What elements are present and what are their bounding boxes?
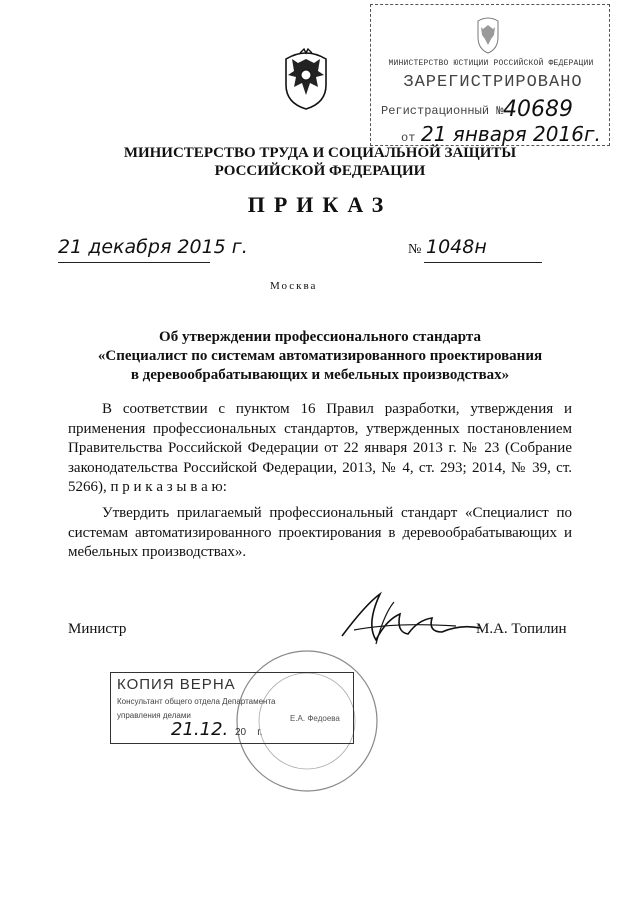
number-underline: [424, 262, 542, 263]
order-date-handwritten: 21 декабря 2015 г.: [58, 236, 248, 258]
signatory-name: М.А. Топилин: [476, 621, 567, 637]
ministry-line-2: РОССИЙСКОЙ ФЕДЕРАЦИИ: [214, 163, 426, 179]
ministry-line-1: МИНИСТЕРСТВО ТРУДА И СОЦИАЛЬНОЙ ЗАЩИТЫ: [123, 145, 517, 161]
registration-number-label: Регистрационный №: [381, 104, 504, 118]
registration-number-handwritten: 40689: [503, 97, 573, 122]
copy-stamp-position: Консультант общего отдела Департамента: [117, 697, 276, 706]
registration-title: ЗАРЕГИСТРИРОВАНО: [403, 73, 583, 92]
copy-stamp-title: КОПИЯ ВЕРНА: [117, 676, 236, 693]
coat-of-arms-emblem: [278, 45, 334, 111]
registration-ministry: МИНИСТЕРСТВО ЮСТИЦИИ РОССИЙСКОЙ ФЕДЕРАЦИИ: [388, 59, 594, 68]
body-paragraph-1: В соответствии с пунктом 16 Правил разработки, утверждения и применения профессиональных стандартов, утвержденных постановлением Правительства Российской Федерации от 22 января 2013 г. № 23 (Собрание законодательства Российской Федерации, 2013, № 4, ст. 293; 2014, № 39, ст. 5266), п р и к а з ы в а ю:: [68, 401, 572, 496]
city: Москва: [270, 280, 318, 292]
subject-line-2: «Специалист по системам автоматизированного проектирования: [97, 348, 543, 364]
copy-stamp-year-prefix: 20: [235, 727, 247, 738]
registration-date-label: от: [401, 131, 416, 145]
copy-stamp-signer: Е.А. Федоева: [290, 714, 340, 723]
signatory-position: Министр: [68, 621, 127, 637]
copy-stamp-year-suffix: г.: [257, 727, 263, 738]
order-number-prefix: №: [408, 242, 422, 257]
copy-stamp-department: управления делами: [117, 711, 191, 720]
small-emblem-icon: [453, 15, 523, 55]
certified-copy-stamp: [110, 672, 354, 744]
date-underline: [58, 262, 210, 263]
document-title: ПРИКАЗ: [247, 192, 393, 217]
body-paragraph-2: Утвердить прилагаемый профессиональный стандарт «Специалист по системам автоматизированного проектирования в деревообрабатывающих и мебельных производствах».: [68, 505, 572, 561]
order-subject: [90, 328, 550, 385]
copy-stamp-date-handwritten: 21.12.: [171, 719, 229, 740]
registration-date-handwritten: 21 января 2016г.: [421, 122, 601, 146]
order-number-handwritten: 1048н: [426, 236, 487, 258]
subject-line-1: Об утверждении профессионального стандарта: [159, 329, 481, 345]
registration-stamp: [370, 4, 610, 146]
copy-stamp-year: [235, 727, 262, 738]
ministry-name: [80, 144, 560, 180]
subject-line-3: в деревообрабатывающих и мебельных производствах»: [130, 367, 510, 383]
